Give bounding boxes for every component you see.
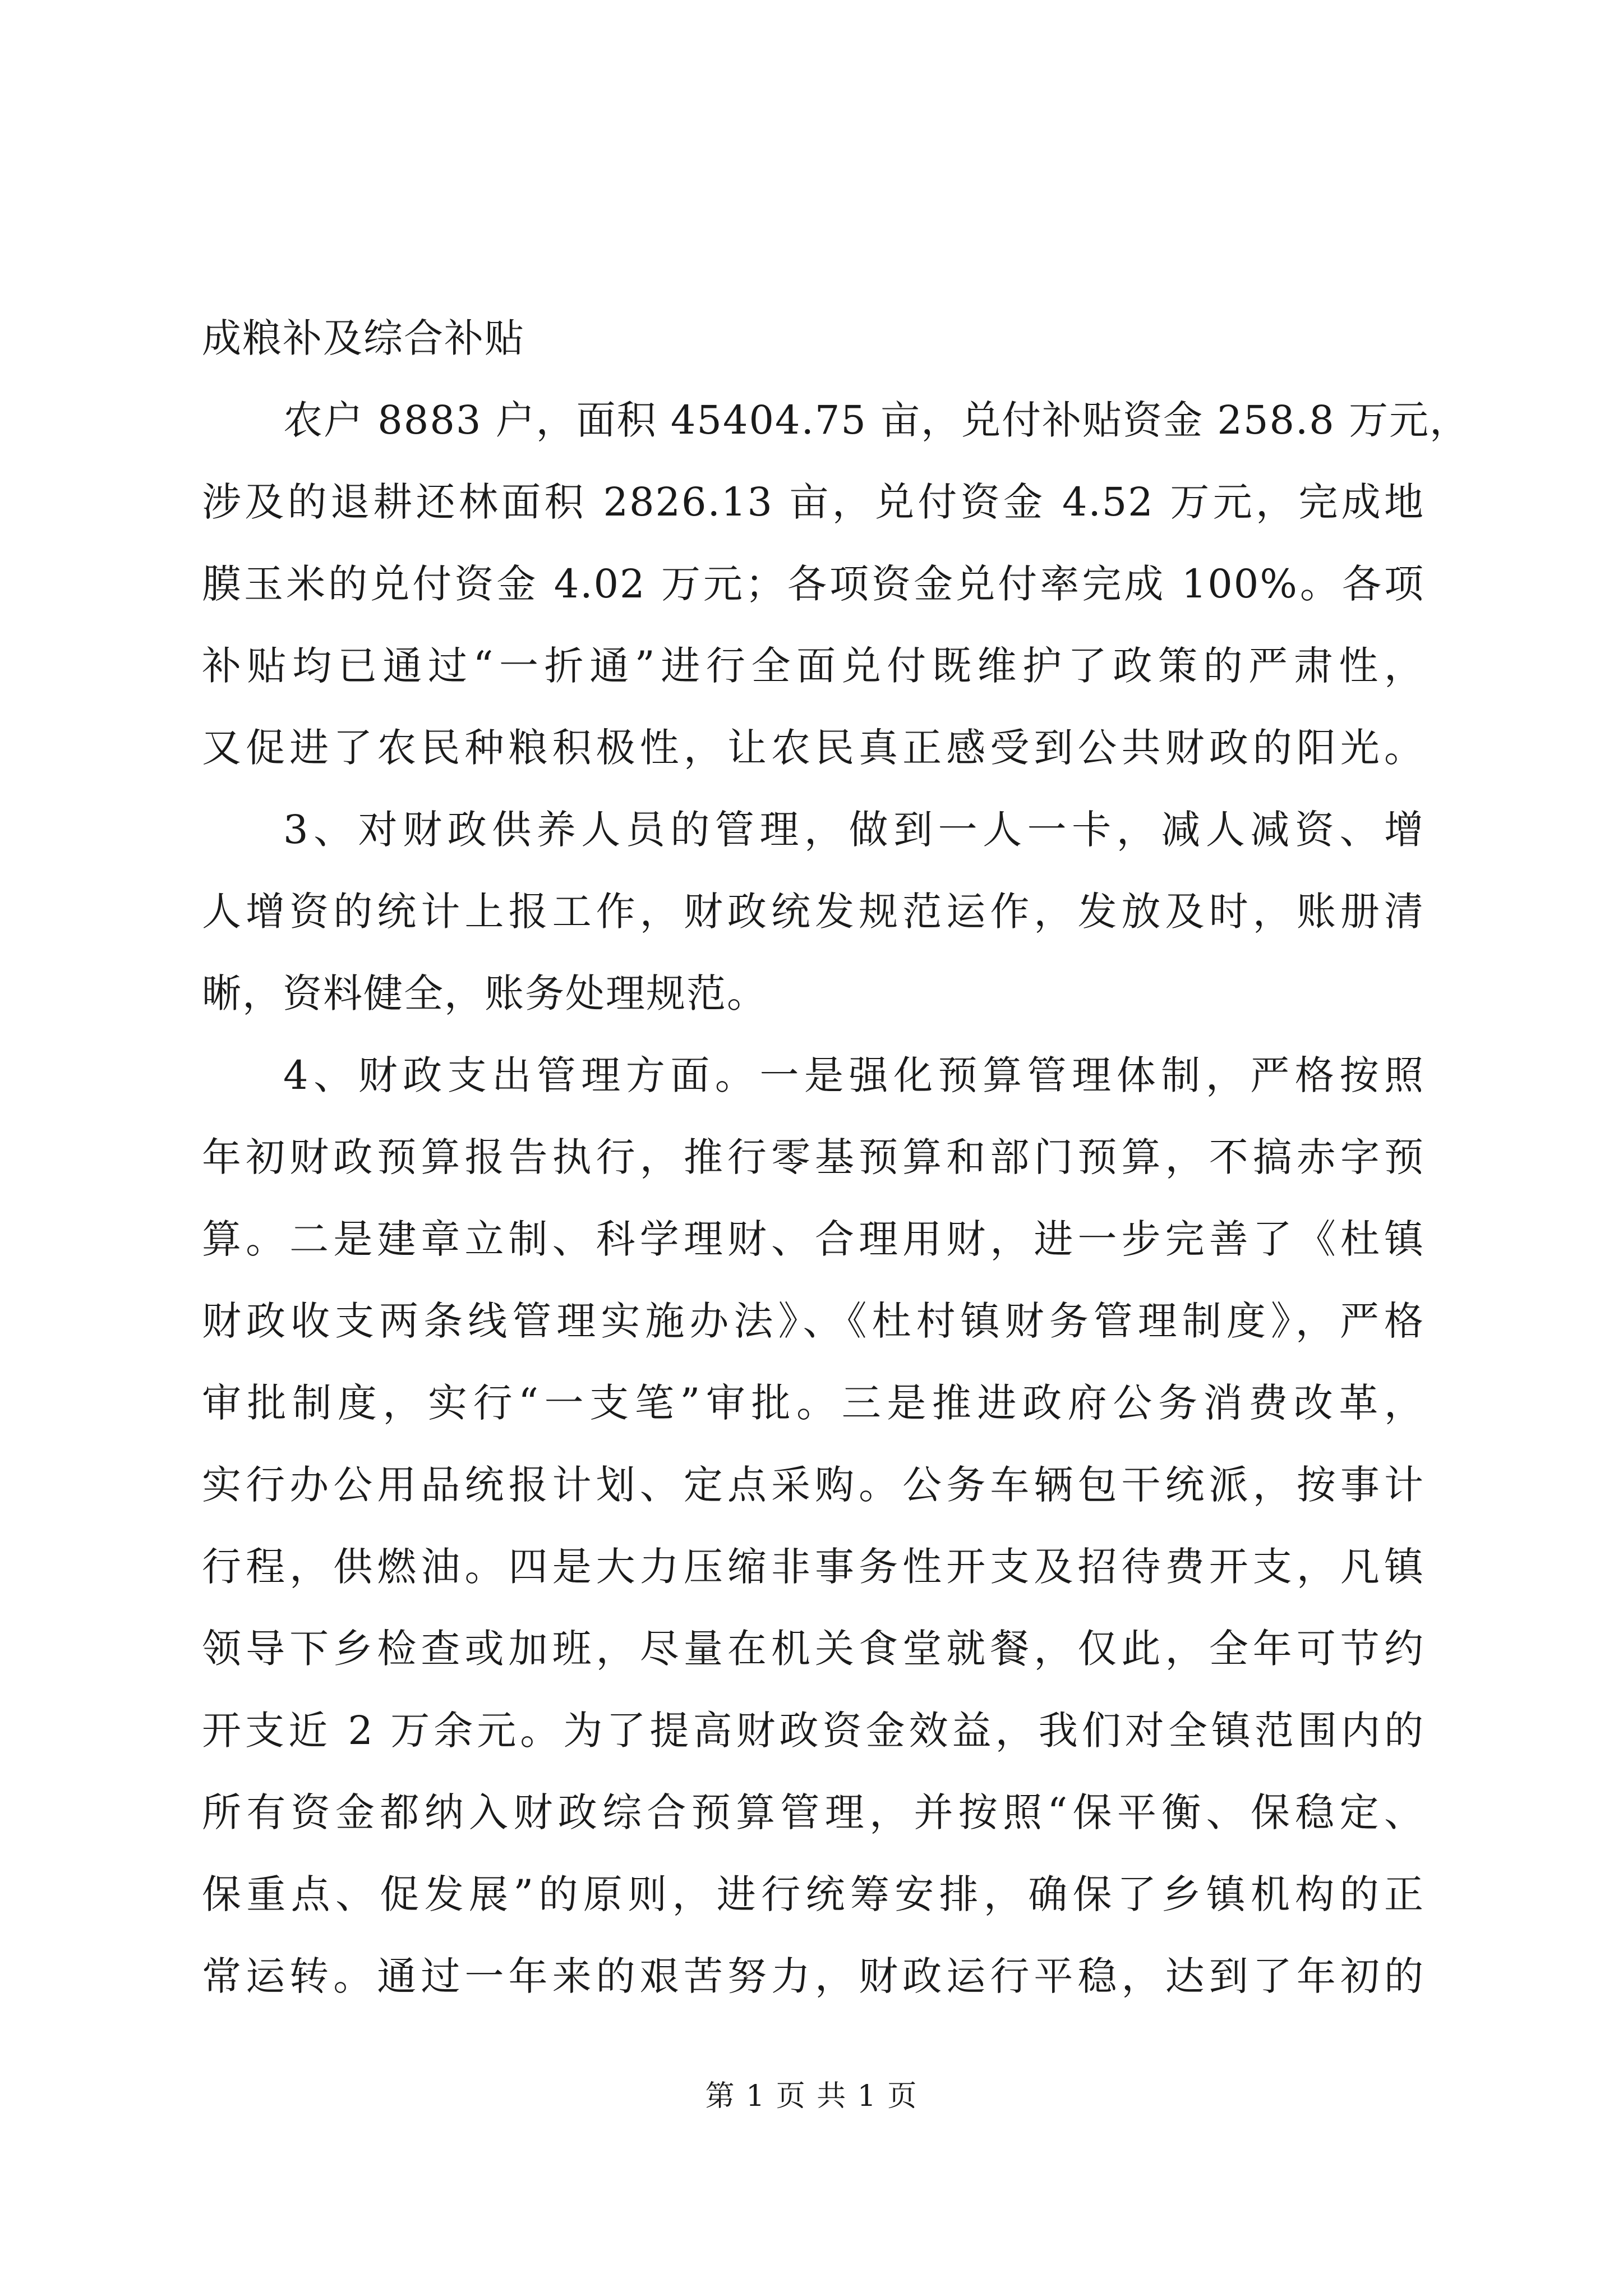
text-line: 审批制度，实行“一支笔”审批。三是推进政府公务消费改革， xyxy=(202,1380,1424,1426)
text-line: 涉及的退耕还林面积 2826.13 亩，兑付资金 4.52 万元，完成地 xyxy=(202,479,1424,525)
text-line: 开支近 2 万余元。为了提高财政资金效益，我们对全镇范围内的 xyxy=(202,1708,1424,1754)
text-line: 成粮补及综合补贴 xyxy=(202,315,525,361)
text-line: 补贴均已通过“一折通”进行全面兑付既维护了政策的严肃性， xyxy=(202,643,1424,689)
text-line: 人增资的统计上报工作，财政统发规范运作，发放及时，账册清 xyxy=(202,889,1424,935)
text-line: 膜玉米的兑付资金 4.02 万元；各项资金兑付率完成 100%。各项 xyxy=(202,561,1424,607)
text-line: 行程，供燃油。四是大力压缩非事务性开支及招待费开支，凡镇 xyxy=(202,1544,1424,1590)
text-line: 财政收支两条线管理实施办法》、《杜村镇财务管理制度》，严格 xyxy=(202,1298,1424,1344)
text-line: 常运转。通过一年来的艰苦努力，财政运行平稳，达到了年初的 xyxy=(202,1953,1424,1999)
text-line: 保重点、促发展”的原则，进行统筹安排，确保了乡镇机构的正 xyxy=(202,1871,1424,1917)
page-number-footer: 第 1 页 共 1 页 xyxy=(705,2079,918,2113)
text-line: 所有资金都纳入财政综合预算管理，并按照“保平衡、保稳定、 xyxy=(202,1789,1424,1835)
document-body xyxy=(202,297,1470,2017)
text-line: 实行办公用品统报计划、定点采购。公务车辆包干统派，按事计 xyxy=(202,1462,1424,1508)
text-line: 算。二是建章立制、科学理财、合理用财，进一步完善了《杜镇 xyxy=(202,1216,1424,1262)
text-line: 4、财政支出管理方面。一是强化预算管理体制，严格按照 xyxy=(283,1052,1424,1098)
text-line: 农户 8883 户，面积 45404.75 亩，兑付补贴资金 258.8 万元， xyxy=(283,397,1470,443)
text-line: 晰，资料健全，账务处理规范。 xyxy=(202,970,767,1016)
text-line: 又促进了农民种粮积极性，让农民真正感受到公共财政的阳光。 xyxy=(202,725,1424,771)
text-line: 年初财政预算报告执行，推行零基预算和部门预算，不搞赤字预 xyxy=(202,1134,1424,1180)
text-line: 领导下乡检查或加班，尽量在机关食堂就餐，仅此，全年可节约 xyxy=(202,1626,1424,1672)
text-line: 3、对财政供养人员的管理，做到一人一卡，减人减资、增 xyxy=(283,807,1424,853)
